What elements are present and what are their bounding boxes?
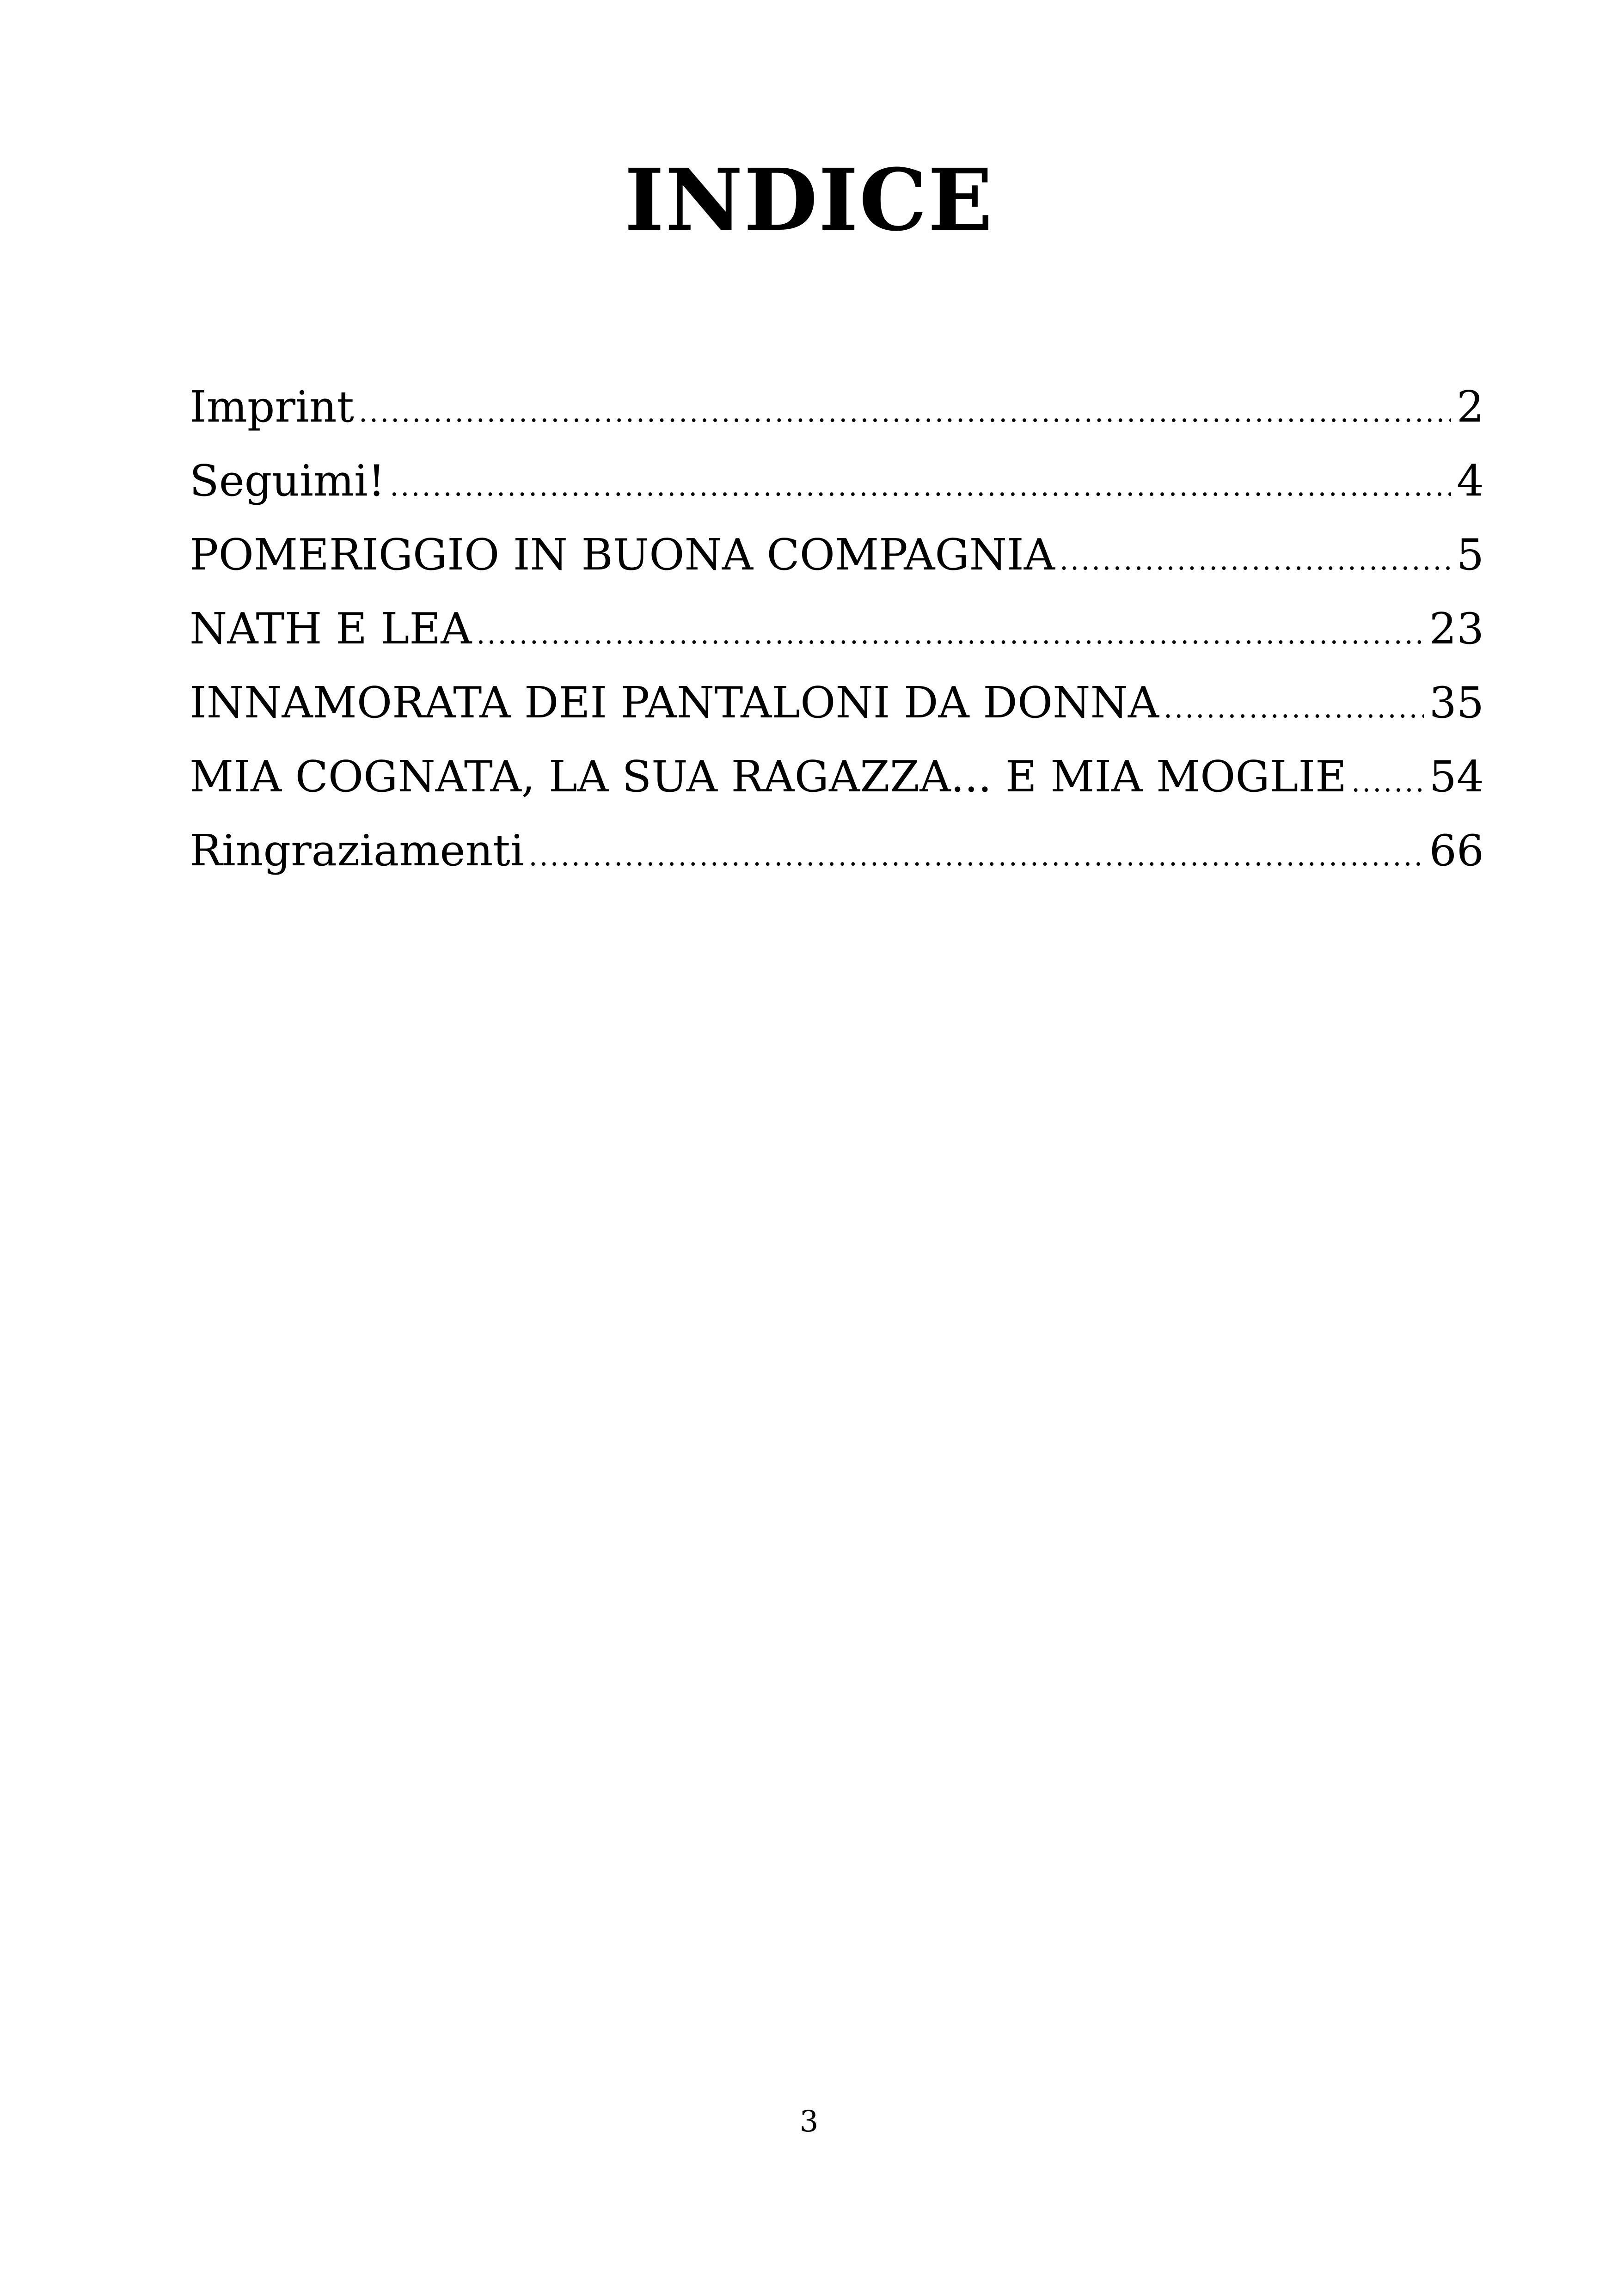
toc-entry-page-number: 54 [1429,752,1484,802]
toc-entry-page-number: 4 [1456,456,1484,506]
dot-leader [1351,745,1424,819]
toc-entry-label: Seguimi! [190,456,386,506]
toc-entry-seguimi[interactable] [190,444,1484,518]
dot-leader [390,449,1451,523]
page-number: 3 [799,2105,819,2139]
dot-leader [476,597,1423,671]
toc-entry-label: Imprint [190,382,354,432]
dot-leader [1164,671,1424,745]
toc-entry-innamorata-dei-pantaloni-da-donna[interactable] [190,666,1484,740]
toc-entry-page-number: 2 [1456,382,1484,432]
toc-entry-mia-cognata[interactable] [190,740,1484,814]
toc-entry-page-number: 35 [1429,678,1484,728]
toc-entry-page-number: 66 [1429,826,1484,876]
toc-entry-label: Ringraziamenti [190,826,524,876]
table-of-contents [190,370,1484,888]
toc-entry-page-number: 23 [1429,604,1484,654]
toc-entry-nath-e-lea[interactable] [190,592,1484,666]
dot-leader [529,819,1424,893]
page-title: INDICE [624,150,994,250]
toc-entry-label: MIA COGNATA, LA SUA RAGAZZA... E MIA MOGLIE [190,752,1347,802]
toc-entry-ringraziamenti[interactable] [190,814,1484,888]
dot-leader [1060,523,1451,597]
toc-entry-label: INNAMORATA DEI PANTALONI DA DONNA [190,678,1159,728]
dot-leader [359,375,1451,449]
toc-entry-label: NATH E LEA [190,604,472,654]
toc-entry-label: POMERIGGIO IN BUONA COMPAGNIA [190,530,1055,580]
toc-entry-page-number: 5 [1456,530,1484,580]
toc-entry-pomeriggio-in-buona-compagnia[interactable] [190,518,1484,592]
toc-entry-imprint[interactable] [190,370,1484,444]
